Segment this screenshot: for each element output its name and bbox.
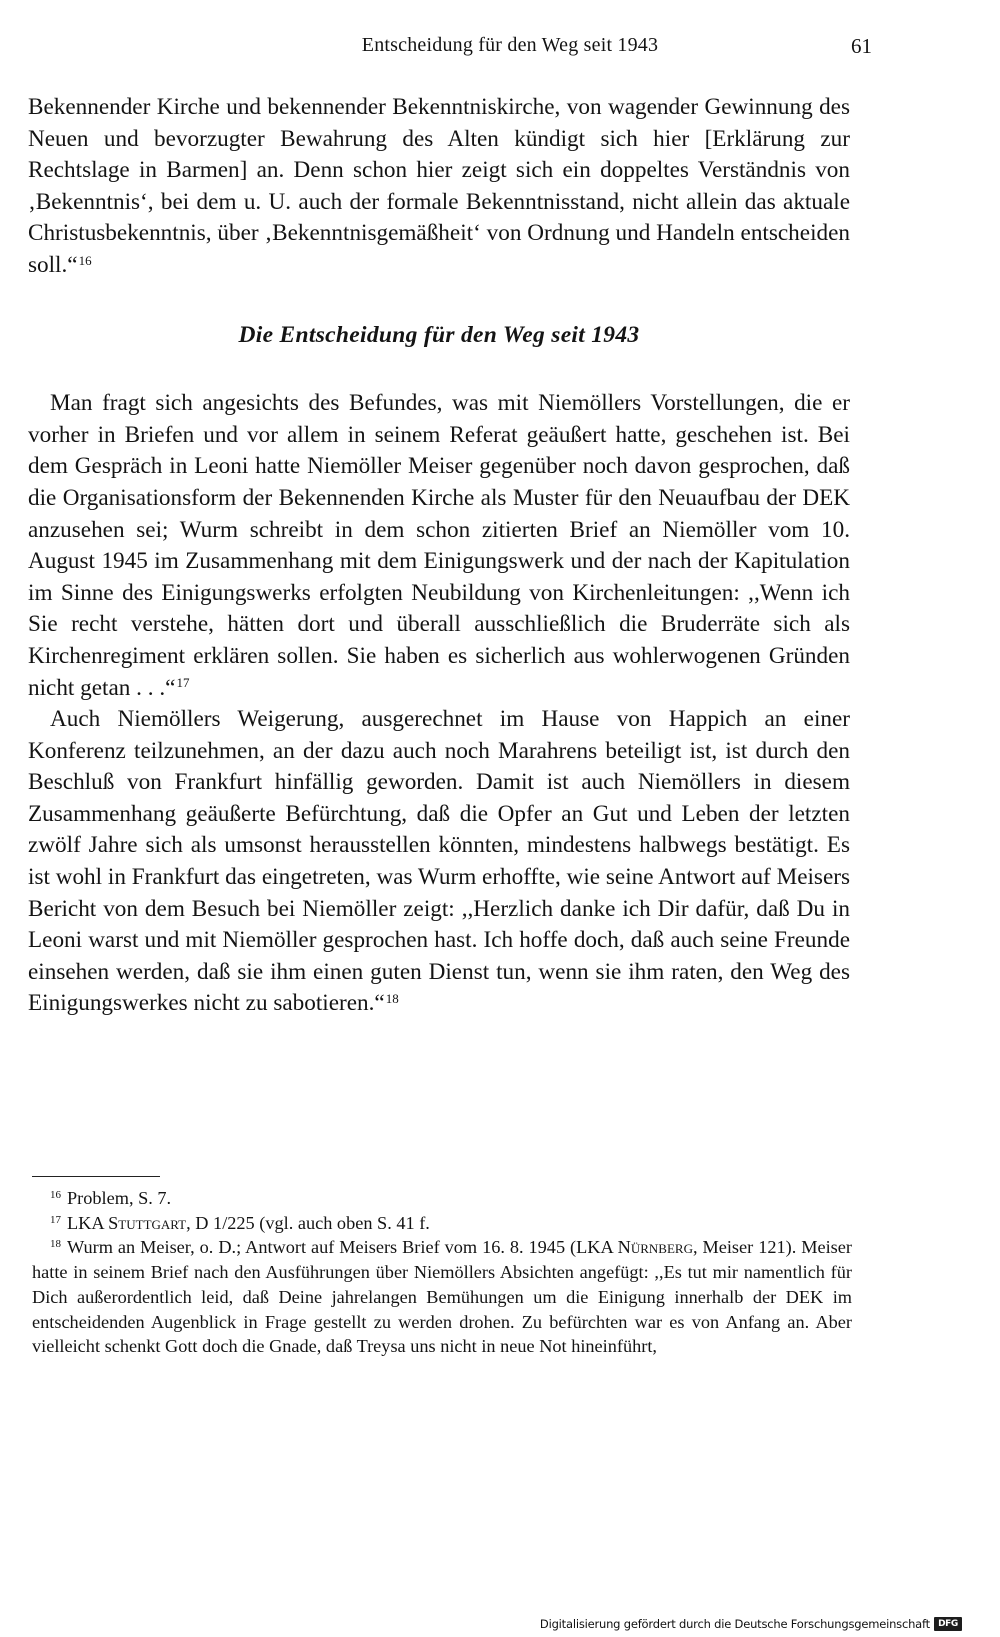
footnotes (32, 1186, 852, 1359)
footnote-text: LKA (67, 1212, 104, 1233)
footnote-ref-16[interactable]: 16 (78, 252, 92, 268)
footnote-text: , Meiser 121). Meiser hatte in seinem Brief nach den Ausführungen über Niemöllers Absichten angefügt: ,,Es tut mir namentlich für Dich außerordentlich leid, daß Deine jahrelangen Bemühungen um die Einigung innerhalb der DEK im entscheidenden Augenblick in Frage gestellt zu werden drohen. Zu befürchten war es von Anfang an. Aber vielleicht schenkt Gott doch die Gnade, daß Treysa uns nicht in neue Not hineinführt, (32, 1237, 852, 1357)
footnote-text: Problem, S. 7. (67, 1188, 172, 1208)
footnote-smallcaps: Nürnberg (617, 1237, 693, 1258)
section-heading: Die Entscheidung für den Weg seit 1943 (238, 321, 640, 348)
footnote-16 (32, 1186, 852, 1211)
running-head (0, 34, 1000, 64)
paragraph-text: Man fragt sich angesichts des Befundes, was mit Niemöllers Vorstellungen, die er vorher in Briefen und vor allem in seinem Referat geäußert hatte, geschehen ist. Bei dem Gespräch in Leoni hatte Niemöller Meiser gegenüber noch davon gesprochen, daß die Organisationsform der Bekennenden Kirche als Muster für den Neuaufbau der DEK anzusehen sei; Wurm schreibt in dem schon zitierten Brief an Niemöller vom 10. August 1945 im Zusammenhang mit dem Einigungswerk und der nach der Kapitulation im Sinne des Einigungswerks erfolgten Neubildung von Kirchenleitungen: ,,Wenn ich Sie recht verstehe, hätten dort und überall ausschließlich die Bruderräte sich als Kirchenregiment erklären sollen. Sie haben es sicherlich aus wohlerwogenen Gründen nicht getan . . .“ (28, 390, 850, 701)
credit-text: Digitalisierung gefördert durch die Deutsche Forschungsgemeinschaft (539, 1617, 930, 1631)
footnote-18 (32, 1235, 852, 1359)
footnote-number: 18 (50, 1238, 61, 1251)
digitization-credit (540, 1617, 962, 1631)
paragraph-text: Auch Niemöllers Weigerung, ausgerechnet im Hause von Happich an einer Konferenz teilzunehmen, an der dazu auch noch Marahrens beteiligt ist, ist durch den Beschluß von Frankfurt hinfällig geworden. Damit ist auch Niemöllers in diesem Zusammenhang geäußerte Befürchtung, daß die Opfer an Gut und Leben der letzten zwölf Jahre sich als umsonst herausstellen könnten, mindestens halbwegs bestätigt. Es ist wohl in Frankfurt das eingetreten, was Wurm erhoffte, wie seine Antwort auf Meisers Bericht von dem Besuch bei Niemöller zeigt: ,,Herzlich danke ich Dir dafür, daß Du in Leoni warst und mit Niemöller gesprochen hast. Ich hoffe doch, daß auch seine Freunde einsehen werden, daß sie ihm einen guten Dienst tun, wenn sie ihm raten, den Weg des Einigungswerkes nicht zu sabotieren.“ (28, 706, 850, 1017)
paragraph-text: Bekennender Kirche und bekennender Bekenntniskirche, von wagender Gewinnung des Neuen und bevorzugter Bewahrung des Alten kündigt sich hier [Erklärung zur Rechtslage in Barmen] an. Denn schon hier zeigt sich ein doppeltes Verständnis von ‚Bekenntnis‘, bei dem u. U. auch der formale Bekenntnisstand, nicht allein das aktuale Christusbekenntnis, über ‚Bekenntnisgemäßheit‘ von Ordnung und Handeln entscheiden soll.“ (28, 94, 850, 278)
footnote-divider (32, 1176, 160, 1177)
footnote-smallcaps: Stuttgart (108, 1212, 187, 1233)
body-text (28, 92, 850, 1020)
footnote-ref-18[interactable]: 18 (385, 991, 399, 1007)
footnote-text: , D 1/225 (vgl. auch oben S. 41 f. (186, 1212, 430, 1233)
page-number: 61 (851, 34, 872, 58)
footnote-number: 17 (50, 1213, 61, 1226)
footnote-number: 16 (50, 1188, 61, 1201)
dfg-logo-icon: DFG (934, 1617, 962, 1631)
footnote-text: Wurm an Meiser, o. D.; Antwort auf Meisers Brief vom 16. 8. 1945 (LKA (67, 1237, 613, 1258)
footnote-ref-17[interactable]: 17 (176, 675, 190, 691)
paragraph-continued (28, 92, 850, 282)
paragraph (28, 388, 850, 704)
footnote-17 (32, 1211, 852, 1236)
paragraph (28, 704, 850, 1020)
running-title: Entscheidung für den Weg seit 1943 (361, 34, 659, 56)
